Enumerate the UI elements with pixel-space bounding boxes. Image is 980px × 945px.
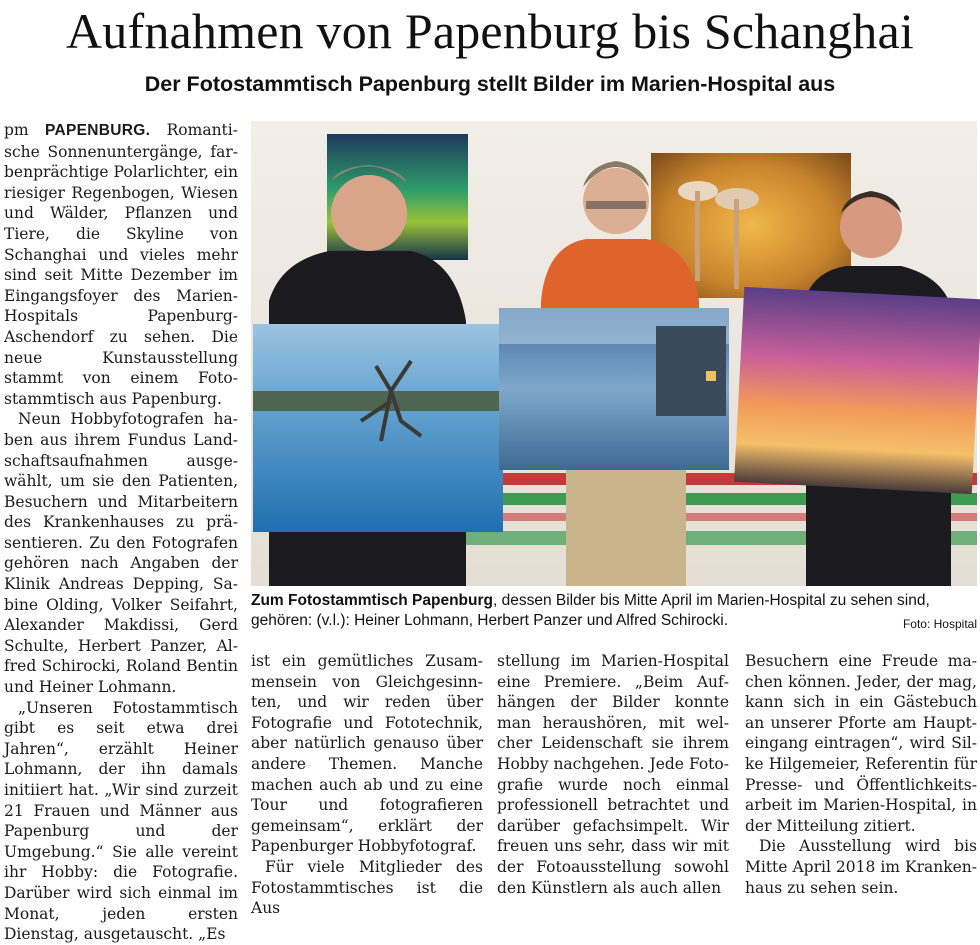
- article-paragraph: [4, 120, 238, 409]
- paragraph-text: Romantische Sonnenuntergänge, farbenprächtige Polarlichter, ein riesiger Regenbogen, Wiesen und Wälder, Pflanzen und Tiere, die Skyline von Schanghai und vieles mehr sind seit Mitte Dezember im Eingangsfoyer des Marien-Hospitals Papenburg-Aschendorf zu sehen. Die neue Kunstausstellung stammt von einem Fotostammtisch aus Papenburg.: [4, 121, 238, 408]
- article-column-3: [497, 651, 729, 897]
- dateline: PAPENBURG.: [45, 122, 151, 139]
- article-column-1: [4, 120, 238, 944]
- article-photo: [251, 121, 977, 586]
- headline: Aufnahmen von Papenburg bis Schanghai: [65, 3, 914, 59]
- caption-lead: Zum Fotostammtisch Papenburg: [251, 592, 493, 609]
- article-column-2: [251, 651, 483, 918]
- article-paragraph: ist ein gemütliches Zusammensein von Gleichgesinnten, und wir reden über Fotografie und Fototechnik, aber natürlich genauso über andere Themen. Manche machen auch ab und zu eine Tour und fotografieren gemeinsam“, erklärt der Papenburger Hobbyfotograf.: [251, 652, 483, 856]
- article-paragraph: „Unseren Fotostammtisch gibt es seit etwa drei Jahren“, erzählt Heiner Lohmann, der ihn damals initiiert hat. „Wir sind zurzeit 21 Frauen und Männer aus Papenburg und der Umgebung.“ Sie alle vereint ihr Hobby: die Fotografie. Darüber wird sich einmal im Monat, jeden ersten Dienstag, ausgetauscht. „Es: [4, 698, 238, 944]
- article-paragraph: Neun Hobbyfotografen haben aus ihrem Fundus Landschaftsaufnahmen ausgewählt, um sie den Patienten, Besuchern und Mitarbeitern des Krankenhauses zu präsentieren. Zu den Fotografen gehören nach Angaben der Klinik Andreas Depping, Sabine Olding, Volker Seifahrt, Alexander Makdissi, Gerd Schulte, Herbert Panzer, Alfred Schirocki, Roland Bentin und Heiner Lohmann.: [4, 410, 238, 697]
- article-paragraph: stellung im Marien-Hospital eine Premiere. „Beim Aufhängen der Bilder konnte man heraushören, mit welcher Leidenschaft sie ihrem Hobby nachgehen. Jede Fotografie wurde noch einmal professionell betrachtet und darüber gefachsimpelt. Wir freuen uns sehr, dass wir mit der Fotoausstellung sowohl den Künstlern als auch allen: [497, 652, 729, 897]
- article-column-4: [745, 651, 977, 897]
- photo-caption: [251, 591, 977, 643]
- subheadline: Der Fotostammtisch Papenburg stellt Bilder im Marien-Hospital aus: [144, 72, 836, 96]
- author-initials: pm: [4, 121, 29, 139]
- article-paragraph: Die Ausstellung wird bis Mitte April 2018 im Krankenhaus zu sehen sein.: [745, 837, 977, 897]
- photo-credit: Foto: Hospital: [902, 617, 977, 631]
- article-paragraph: Besuchern eine Freude machen können. Jeder, der mag, kann sich in ein Gästebuch an unserer Pforte am Haupteingang eintragen“, wird Silke Hilgemeier, Referentin für Presse- und Öffentlichkeitsarbeit im Marien-Hospital, in der Mitteilung zitiert.: [745, 652, 977, 835]
- article-paragraph: Für viele Mitglieder des Fotostammtisches ist die Aus: [251, 857, 483, 918]
- caption-text: , dessen Bilder bis Mitte April im Marien-Hospital zu sehen sind, gehören: (v.l.): Heiner Lohmann, Herbert Panzer und Alfred Schirocki.: [251, 592, 930, 629]
